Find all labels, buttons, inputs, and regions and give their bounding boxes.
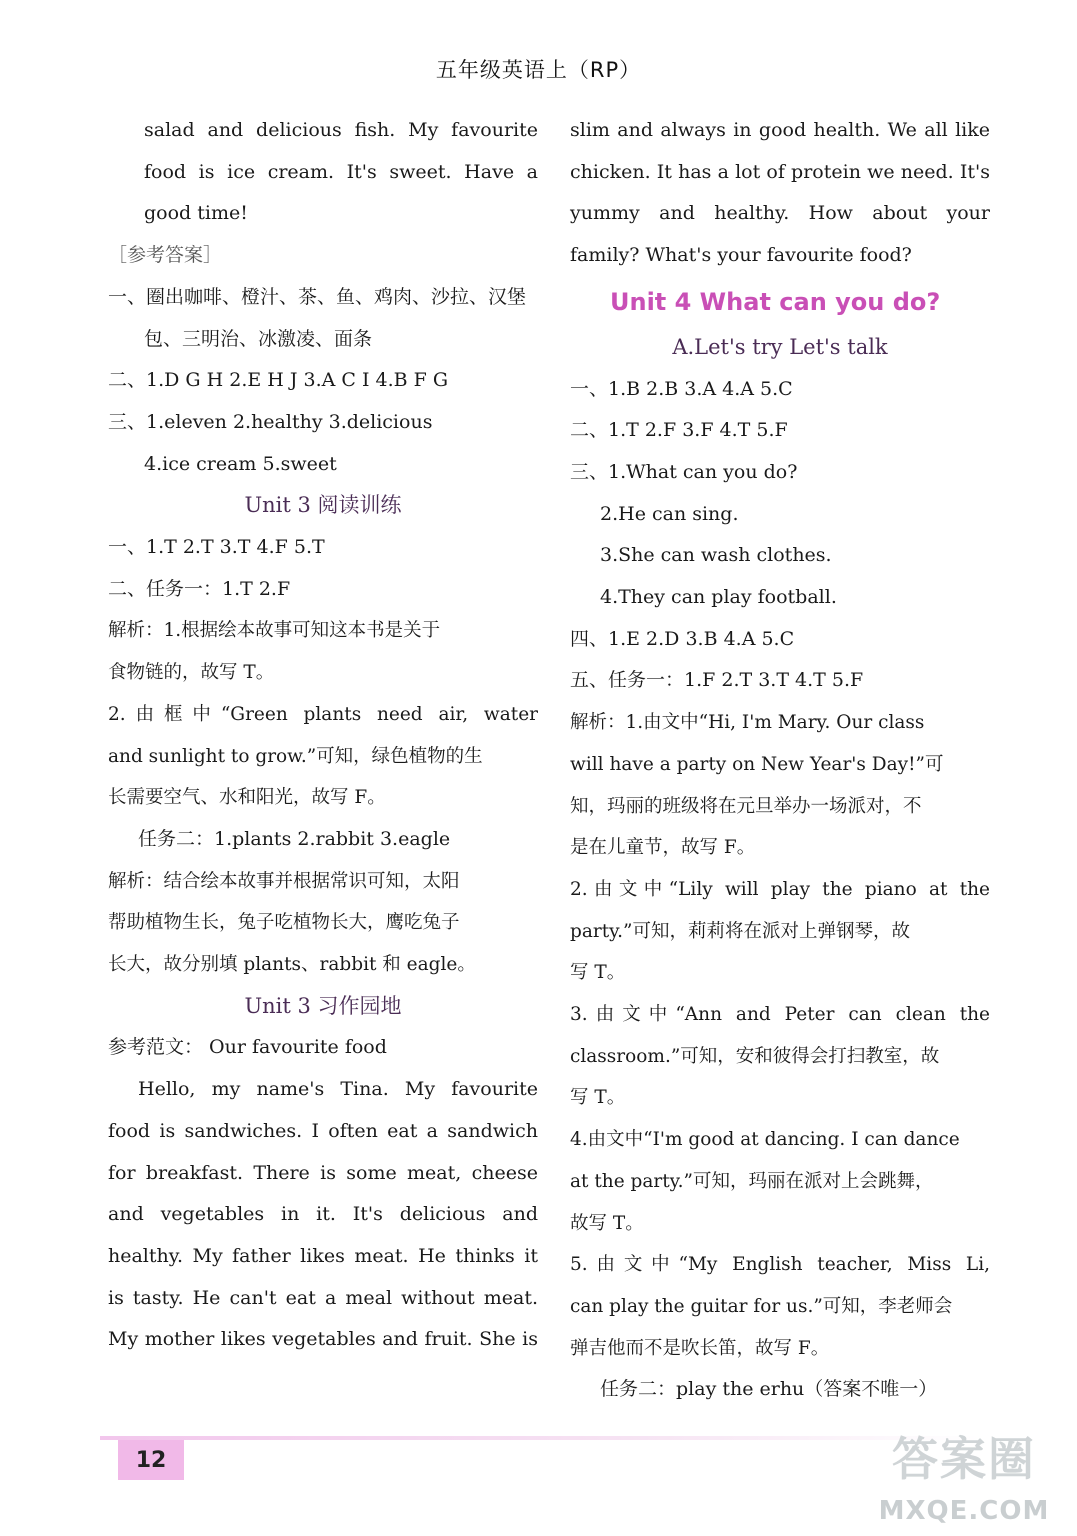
text-line: and vegetables in it. It's delicious and (108, 1203, 538, 1226)
text-line: 3.She can wash clothes. (600, 544, 832, 567)
text-line: 5.由文中“My English teacher, Miss Li, (570, 1254, 990, 1276)
text-line: 知，玛丽的班级将在元旦举办一场派对，不 (570, 795, 922, 817)
text-line: 参考范文： Our favourite food (108, 1036, 387, 1059)
text-line: chicken. It has a lot of protein we need. It's (570, 160, 990, 183)
watermark-top-text: 答案圈 (892, 1432, 1036, 1486)
text-line: Hello, my name's Tina. My favourite (138, 1078, 538, 1101)
text-line: 包、三明治、冰激凌、面条 (144, 327, 373, 350)
text-line: 一、1.B 2.B 3.A 4.A 5.C (570, 377, 793, 400)
text-line: 帮助植物生长，兔子吃植物长大，鹰吃兔子 (108, 912, 460, 934)
text-line: party.”可知，莉莉将在派对上弹钢琴，故 (570, 920, 910, 942)
text-line: good time! (144, 202, 248, 225)
text-line: food is ice cream. It's sweet. Have a (144, 160, 538, 183)
text-line: 二、1.T 2.F 3.F 4.T 5.F (570, 419, 788, 442)
text-line: 食物链的，故写 T。 (108, 662, 275, 684)
text-line: Unit 4 What can you do? (610, 287, 941, 316)
text-line: slim and always in good health. We all like (570, 119, 990, 141)
text-line: family? What's your favourite food? (570, 244, 912, 267)
text-line: 是在儿童节，故写 F。 (570, 837, 756, 859)
text-line: 2.由框中“Green plants need air, water (108, 703, 538, 725)
text-line: 五、任务一：1.F 2.T 3.T 4.T 5.F (570, 669, 864, 692)
text-line: will have a party on New Year's Day!”可 (570, 753, 944, 775)
text-line: food is sandwiches. I often eat a sandwich (108, 1119, 538, 1142)
watermark-bottom-text: MXQE.COM (878, 1496, 1050, 1526)
text-line: 解析：结合绘本故事并根据常识可知，太阳 (108, 870, 460, 892)
watermark-logo (878, 1426, 1065, 1526)
text-line: 一、1.T 2.T 3.T 4.F 5.T (108, 536, 325, 559)
text-line: A.Let's try Let's talk (672, 334, 888, 359)
text-line: 写 T。 (570, 962, 626, 984)
text-line: classroom.”可知，安和彼得会打扫教室，故 (570, 1045, 940, 1067)
left-column (108, 110, 538, 1361)
text-line: 2.由文中“Lily will play the piano at the (570, 878, 990, 900)
text-line: 三、1.eleven 2.healthy 3.delicious (108, 410, 433, 433)
text-line: healthy. My father likes meat. He thinks it (108, 1244, 538, 1267)
text-line: is tasty. He can't eat a meal without meat. (108, 1286, 538, 1309)
text-line: 4.They can play football. (600, 586, 837, 609)
text-line: 长大，故分别填 plants、rabbit 和 eagle。 (108, 954, 476, 976)
text-line: 任务二：play the erhu（答案不唯一） (600, 1378, 938, 1401)
right-column (570, 110, 990, 1411)
text-line: 二、1.D G H 2.E H J 3.A C I 4.B F G (108, 369, 449, 392)
page-number: 12 (118, 1440, 184, 1480)
text-line: My mother likes vegetables and fruit. She is (108, 1328, 538, 1351)
text-line: 3.由文中“Ann and Peter can clean the (570, 1004, 990, 1026)
text-line: 三、1.What can you do? (570, 460, 798, 483)
text-line: and sunlight to grow.”可知，绿色植物的生 (108, 745, 483, 767)
text-line: 故写 T。 (570, 1212, 644, 1234)
text-line: 解析：1.由文中“Hi, I'm Mary. Our class (570, 712, 925, 734)
text-line: 4.ice cream 5.sweet (144, 452, 337, 475)
text-line: can play the guitar for us.”可知，李老师会 (570, 1295, 953, 1317)
text-line: 4.由文中“I'm good at dancing. I can dance (570, 1129, 960, 1151)
text-line: Unit 3 习作园地 (244, 993, 402, 1018)
text-line: for breakfast. There is some meat, cheese (108, 1161, 538, 1184)
text-line: Unit 3 阅读训练 (244, 493, 402, 518)
text-line: 长需要空气、水和阳光，故写 F。 (108, 787, 386, 809)
text-line: 一、圈出咖啡、橙汁、茶、鱼、鸡肉、沙拉、汉堡 (108, 285, 527, 308)
text-line: 2.He can sing. (600, 502, 739, 525)
text-line: yummy and healthy. How about your (570, 202, 990, 225)
text-line: 二、任务一：1.T 2.F (108, 577, 291, 600)
text-line: 写 T。 (570, 1087, 626, 1109)
text-line: ［参考答案］ (108, 244, 223, 267)
text-line: 任务二：1.plants 2.rabbit 3.eagle (138, 827, 451, 850)
text-line: 弹吉他而不是吹长笛，故写 F。 (570, 1337, 830, 1359)
text-line: 解析：1.根据绘本故事可知这本书是关于 (108, 620, 441, 642)
text-line: at the party.”可知，玛丽在派对上会跳舞， (570, 1170, 934, 1192)
text-line: 四、1.E 2.D 3.B 4.A 5.C (570, 627, 795, 650)
page-header-title: 五年级英语上（RP） (435, 58, 642, 82)
text-line: salad and delicious fish. My favourite (144, 119, 538, 141)
footer-band (100, 1436, 980, 1440)
